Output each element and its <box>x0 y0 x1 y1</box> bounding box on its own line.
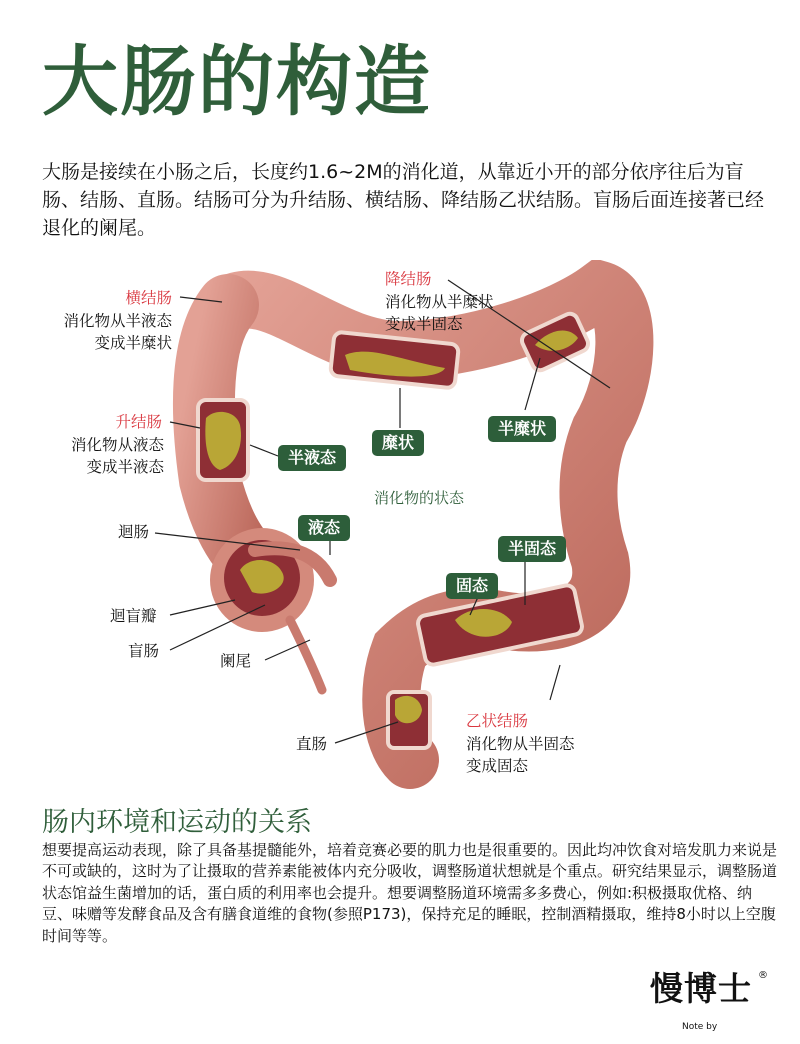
descending-desc: 消化物从半糜状 变成半固态 <box>385 293 494 333</box>
brand-note: Note by <box>682 1022 718 1032</box>
transverse-desc: 消化物从半液态 变成半糜状 <box>63 312 172 352</box>
sigmoid-desc: 消化物从半固态 变成固态 <box>466 735 575 775</box>
ileum-label: 迴肠 <box>118 523 150 541</box>
ascending-desc: 消化物从液态 变成半液态 <box>70 436 164 476</box>
state-pill-semi-mushy: 半糜状 <box>488 416 556 442</box>
state-pill-mushy: 糜状 <box>372 430 424 456</box>
registered-mark: ® <box>758 970 768 981</box>
states-caption: 消化物的状态 <box>374 489 465 507</box>
valve-label: 迴盲瓣 <box>110 607 157 625</box>
appendix-shape <box>290 620 322 690</box>
state-pill-solid: 固态 <box>446 573 498 599</box>
state-pill-semi-solid: 半固态 <box>498 536 566 562</box>
brand-logo: 慢博士 <box>650 969 752 1008</box>
rectum-label: 直肠 <box>296 735 328 753</box>
appendix-label: 阑尾 <box>220 652 252 670</box>
section-body: 想要提高运动表现，除了具备基提髓能外，培着竞赛必要的肌力也是很重要的。因此均冲饮食对培发肌力来说是不可或缺的，这时为了让摄取的营养素能被体内充分吸收，调整肠道状想就是个重点。研究结果显示，调整肠道状态馆益生菌增加的话，蛋白质的利用率也会提升。想要调整肠道环境需多多费心，例如:积极摄取优格、纳豆、味赠等发酵食品及含有膳食道维的食物(参照P173)，保持充足的睡眠，控制酒精摄取，维持8小时以上空腹时间等等。 <box>42 841 778 945</box>
section-title: 肠内环境和运动的关系 <box>42 807 312 838</box>
sigmoid-label: 乙状结肠 <box>466 712 529 730</box>
state-pill-semi-liquid: 半液态 <box>278 445 346 471</box>
transverse-label: 横结肠 <box>125 289 172 307</box>
colon-diagram <box>0 260 800 800</box>
cecum-label: 盲肠 <box>128 642 160 660</box>
page-title: 大肠的构造 <box>42 37 432 126</box>
descending-label: 降结肠 <box>385 270 432 288</box>
ascending-label: 升结肠 <box>115 413 162 431</box>
state-pill-liquid: 液态 <box>298 515 350 541</box>
intro-paragraph: 大肠是接续在小肠之后，长度约1.6~2M的消化道，从靠近小开的部分依序往后为盲肠、结肠、直肠。结肠可分为升结肠、横结肠、降结肠乙状结肠。盲肠后面连接著已经退化的阑尾。 <box>42 161 765 239</box>
